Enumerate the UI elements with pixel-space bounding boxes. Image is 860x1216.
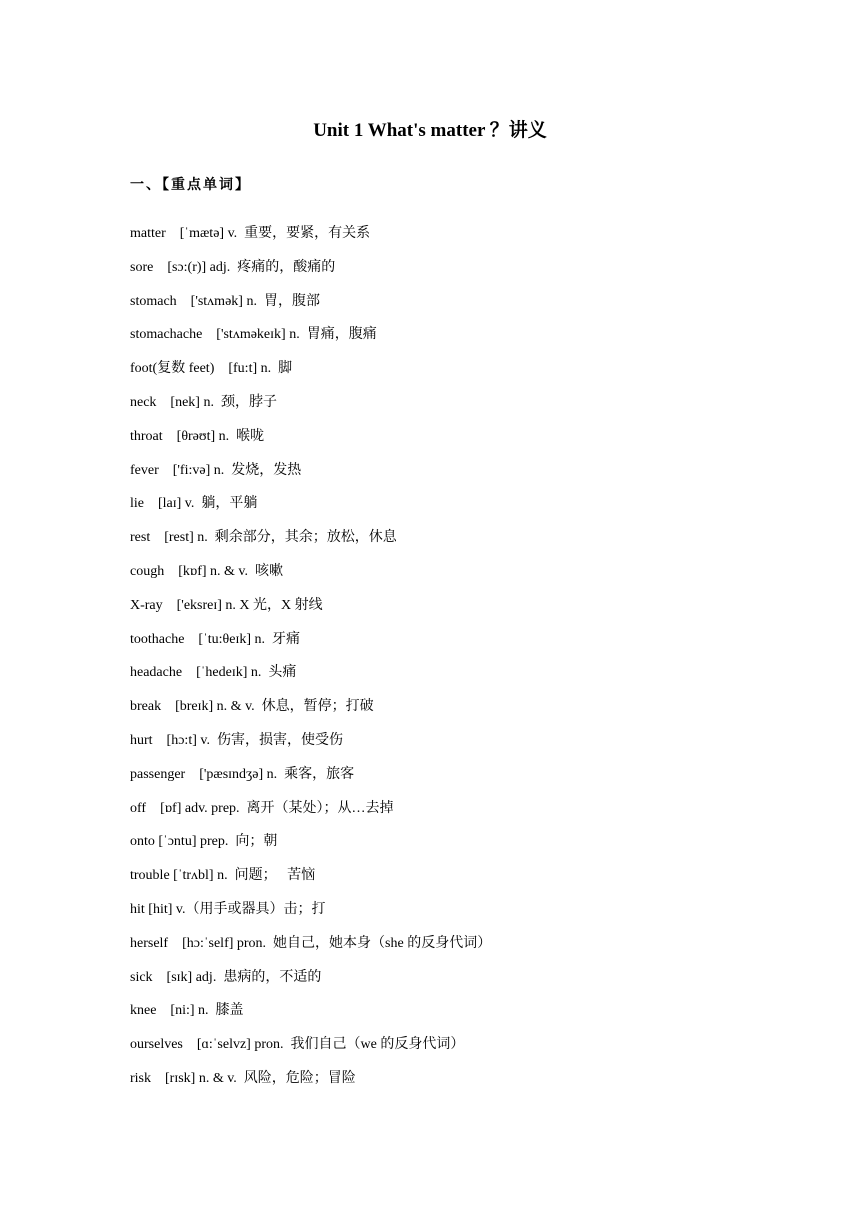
vocab-item: risk [rɪsk] n. & v. 风险，危险；冒险 (130, 1070, 356, 1086)
vocab-item: X-ray ['eksreɪ] n. X 光，X 射线 (130, 597, 323, 613)
vocab-item: herself [hɔ:ˈself] pron. 她自己，她本身（she 的反身代词） (130, 935, 492, 951)
vocab-item: passenger ['pæsɪndʒə] n. 乘客，旅客 (130, 766, 355, 782)
vocab-item: ourselves [ɑ:ˈselvz] pron. 我们自己（we 的反身代词） (130, 1037, 465, 1053)
vocabulary-list (130, 224, 770, 1103)
section-heading: 一、【重点单词】 (130, 177, 251, 193)
vocab-item: hit [hit] v.（用手或器具）击；打 (130, 901, 326, 917)
vocab-item: stomachache ['stʌməkeɪk] n. 胃痛，腹痛 (130, 327, 377, 343)
vocab-item: matter [ˈmætə] v. 重要，要紧，有关系 (130, 226, 371, 241)
vocab-item: neck [nek] n. 颈，脖子 (130, 394, 277, 410)
vocab-item: fever ['fi:və] n. 发烧，发热 (130, 462, 302, 478)
vocab-item: lie [laɪ] v. 躺，平躺 (130, 496, 258, 512)
vocab-item: throat [θrəʊt] n. 喉咙 (130, 428, 265, 444)
vocab-item: trouble [ˈtrʌbl] n. 问题； 苦恼 (130, 868, 316, 884)
vocab-item: sore [sɔ:(r)] adj. 疼痛的，酸痛的 (130, 259, 336, 275)
vocab-item: cough [kɒf] n. & v. 咳嗽 (130, 563, 284, 579)
vocab-item: hurt [hɔ:t] v. 伤害，损害，使受伤 (130, 732, 343, 748)
vocab-item: sick [sɪk] adj. 患病的，不适的 (130, 969, 322, 985)
vocab-item: knee [ni:] n. 膝盖 (130, 1003, 244, 1019)
vocab-item: foot(复数 feet) [fu:t] n. 脚 (130, 361, 293, 377)
vocab-item: onto [ˈɔntu] prep. 向；朝 (130, 834, 278, 850)
vocab-item: rest [rest] n. 剩余部分，其余；放松，休息 (130, 530, 397, 546)
document-title: Unit 1 What's matter ？讲义 (313, 120, 547, 141)
vocab-item: off [ɒf] adv. prep. 离开（某处）；从…去掉 (130, 800, 394, 816)
vocab-item: break [breɪk] n. & v. 休息，暂停；打破 (130, 699, 374, 715)
vocab-item: headache [ˈhedeɪk] n. 头痛 (130, 665, 297, 681)
vocab-item: stomach ['stʌmək] n. 胃，腹部 (130, 293, 320, 309)
vocab-item: toothache [ˈtu:θeɪk] n. 牙痛 (130, 631, 300, 647)
